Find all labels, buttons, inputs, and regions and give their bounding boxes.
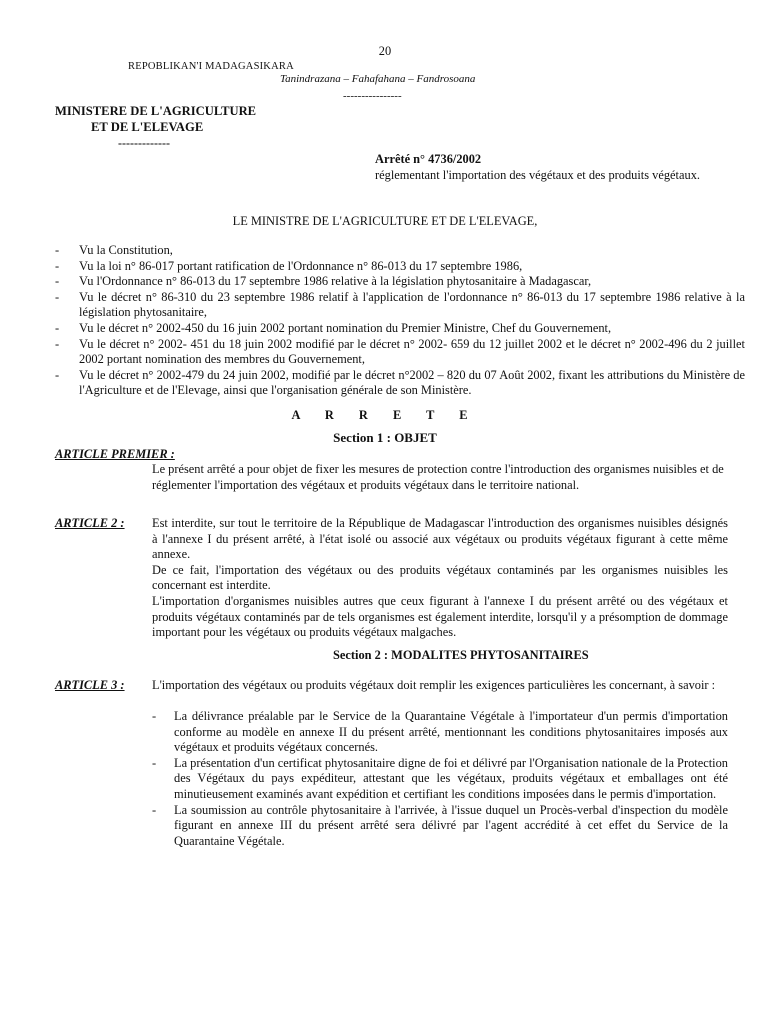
national-motto: Tanindrazana – Fahafahana – Fandrosoana	[280, 73, 476, 85]
list-dash: -	[55, 258, 60, 273]
preamble-item	[55, 259, 745, 275]
preamble-item-text: Vu l'Ordonnance n° 86-013 du 17 septembre 1986 relative à la législation phytosanitaire à Madagascar,	[79, 274, 592, 289]
preamble-item-text: Vu le décret n° 86-310 du 23 septembre 1986 relatif à l'application de l'ordonnance n° 86-013 du 17 septembre 1986 relative à la législation phytosanitaire,	[79, 289, 745, 320]
list-dash: -	[55, 274, 60, 289]
article3-list	[152, 709, 728, 849]
preamble-item-text: Vu le décret n° 2002- 451 du 18 juin 2002 modifié par le décret n° 2002- 659 du 12 juillet 2002 et le décret n° 2002-496 du 2 juillet 2002 portant nomination des membres du Gouvernement,	[79, 336, 745, 367]
article2-paragraph: De ce fait, l'importation des végétaux ou des produits végétaux contaminés par les organismes nuisibles les concernant est interdite.	[152, 562, 728, 593]
ministry-separator: -------------	[118, 136, 170, 150]
list-dash: -	[55, 336, 60, 351]
list-dash: -	[55, 320, 60, 335]
header-separator: ----------------	[343, 90, 402, 102]
preamble-item-text: Vu le décret n° 2002-450 du 16 juin 2002 portant nomination du Premier Ministre, Chef du Gouvernement,	[79, 320, 612, 335]
article3-item-text: La soumission au contrôle phytosanitaire à l'arrivée, à l'issue duquel un Procès-verbal d'inspection du modèle figurant en annexe III du présent arrêté sera délivré par l'agent accrédité à cet effet du Service de la Quarantaine Végétale.	[174, 802, 728, 848]
ministry-name-line2: ET DE L'ELEVAGE	[91, 120, 204, 134]
preamble-item-text: Vu la Constitution,	[79, 243, 173, 257]
article2-body	[152, 516, 728, 641]
article2-paragraph: Est interdite, sur tout le territoire de la République de Madagascar l'introduction des organismes nuisibles désignés à l'annexe I du présent arrêté, à l'état isolé ou associé aux végétaux ou produits végétaux figurant à cette même annexe.	[152, 516, 728, 562]
decree-number: Arrêté n° 4736/2002	[375, 152, 482, 166]
preamble-list	[55, 243, 745, 399]
article3-intro: L'importation des végétaux ou produits végétaux doit remplir les exigences particulières les concernant, à savoir :	[152, 678, 716, 692]
list-dash: -	[55, 289, 60, 304]
arrete-heading: A R R E T E	[291, 408, 479, 422]
article3-item	[152, 803, 728, 850]
page-number: 20	[378, 44, 392, 58]
article3-label: ARTICLE 3 :	[55, 678, 125, 692]
article3-item	[152, 756, 728, 803]
ministry-name-line1: MINISTERE DE L'AGRICULTURE	[55, 104, 257, 118]
list-dash: -	[55, 367, 60, 382]
preamble-item	[55, 243, 745, 259]
article2-paragraph: L'importation d'organismes nuisibles autres que ceux figurant à l'annexe I du présent arrêté ou des végétaux et produits végétaux contaminés par de tels organismes est également interdite, lorsqu'il y a présomption de dommage important pour les végétaux ou produits végétaux malgaches.	[152, 593, 728, 640]
list-dash: -	[152, 802, 157, 817]
decree-description: réglementant l'importation des végétaux et des produits végétaux.	[375, 168, 700, 182]
article3-item-text: La délivrance préalable par le Service de la Quarantaine Végétale à l'importateur d'un permis d'importation conforme au modèle en annexe II du présent arrêté, mentionnant les conditions phytosanitaires imposés aux végétaux et produits végétaux concernés.	[174, 709, 728, 755]
article1-label: ARTICLE PREMIER :	[55, 447, 175, 461]
preamble-item	[55, 368, 745, 399]
preamble-title: LE MINISTRE DE L'AGRICULTURE ET DE L'ELEVAGE,	[232, 214, 538, 228]
preamble-item	[55, 337, 745, 368]
preamble-item	[55, 290, 745, 321]
section1-title: Section 1 : OBJET	[333, 430, 437, 445]
preamble-item-text: Vu la loi n° 86-017 portant ratification de l'Ordonnance n° 86-013 du 17 septembre 1986,	[79, 258, 523, 273]
article3-item	[152, 709, 728, 756]
republic-name: REPOBLIKAN'I MADAGASIKARA	[128, 61, 294, 72]
preamble-item-text: Vu le décret n° 2002-479 du 24 juin 2002, modifié par le décret n°2002 – 820 du 07 Août 2002, fixant les attributions du Ministère de l'Agriculture et de l'Elevage, ainsi que l'organisation générale de son Ministère.	[79, 367, 745, 398]
preamble-item	[55, 321, 745, 337]
list-dash: -	[152, 755, 157, 770]
article2-label: ARTICLE 2 :	[55, 516, 125, 530]
section2-title: Section 2 : MODALITES PHYTOSANITAIRES	[333, 648, 589, 662]
article3-item-text: La présentation d'un certificat phytosanitaire digne de foi et délivré par l'Organisation nationale de la Protection des Végétaux du pays expéditeur, attestant que les végétaux, produits végétaux et emballages ont été minutieusement examinés avant expédition et certifiant les conditions imposées dans le permis d'importation.	[174, 755, 728, 801]
list-dash: -	[55, 243, 60, 257]
list-dash: -	[152, 709, 157, 723]
preamble-item	[55, 274, 745, 290]
article1-text: Le présent arrêté a pour objet de fixer les mesures de protection contre l'introduction des organismes nuisibles et de réglementer l'importation des végétaux et produits végétaux dans le territoire national.	[152, 462, 724, 492]
